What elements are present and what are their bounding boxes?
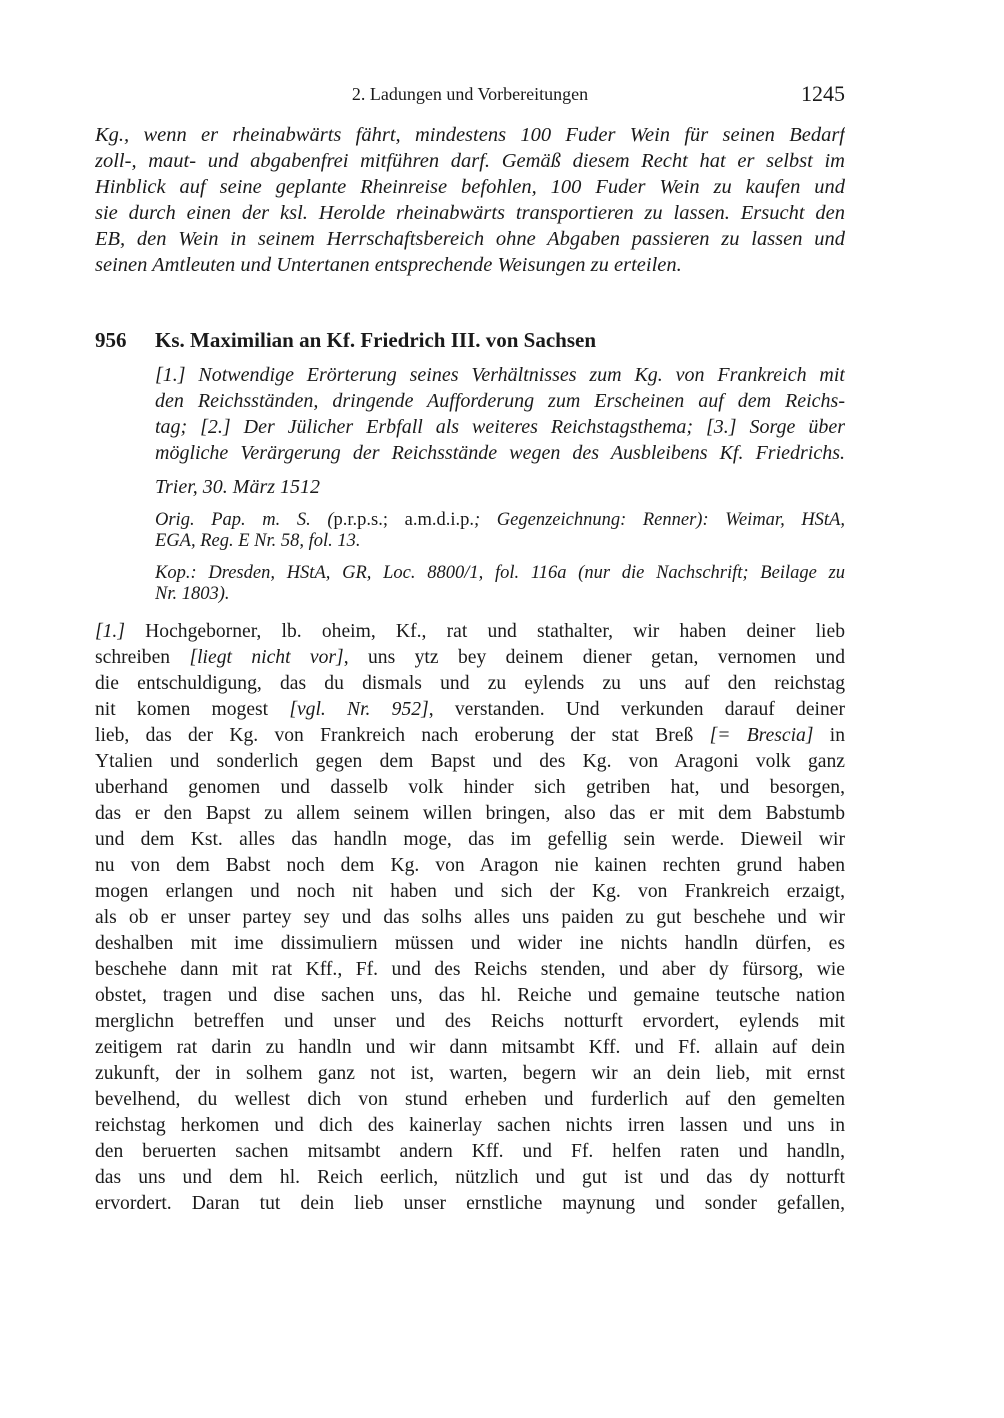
text-line (95, 1113, 845, 1139)
editorial-note: [vgl. Nr. 952] (289, 699, 429, 720)
regest-line: [1.] Notwendige Erörterung seines Verhältnisses zum Kg. von Frankreich mit (155, 364, 845, 386)
text-line (95, 1139, 845, 1165)
text-line (155, 531, 845, 552)
text-line (95, 1191, 845, 1217)
text-segment: , verstanden. Und verkunden darauf deiner (428, 699, 845, 720)
text-segment: p.r.p.s.; (333, 510, 389, 530)
document-title: Ks. Maximilian an Kf. Friedrich III. von Sachsen (155, 328, 597, 352)
text-line (155, 563, 845, 584)
editorial-note: Orig. Pap. m. S. ( (155, 510, 334, 530)
text-segment: in (813, 725, 845, 746)
text-segment: beschehe dann mit rat Kff., Ff. und des Reichs stenden, und aber dy fürsorg, wie (95, 959, 845, 980)
editorial-note: [1.] (95, 621, 125, 642)
regest-line: tag; [2.] Der Jülicher Erbfall als weiteres Reichstagsthema; [3.] Sorge über (155, 416, 845, 438)
text-segment: bevelhend, du wellest dich von stund erheben und furderlich auf den gemelten (95, 1089, 845, 1110)
editorial-note: [liegt nicht vor] (189, 647, 344, 668)
text-segment: obstet, tragen und dise sachen uns, das hl. Reiche und gemaine teutsche nation (95, 985, 845, 1006)
body-text (95, 619, 845, 1217)
running-title: 2. Ladungen und Vorbereitungen (351, 84, 589, 104)
text-segment: den beruerten sachen mitsambt andern Kff. und Ff. helfen raten und handln, (95, 1141, 845, 1162)
text-line (95, 1009, 845, 1035)
document-date: Trier, 30. März 1512 (155, 476, 321, 498)
text-line (155, 584, 845, 605)
editorial-note: Kop.: Dresden, HStA, GR, Loc. 8800/1, fol. 116a (nur die Nachschrift; Beilage zu (155, 563, 845, 583)
text-segment: reichstag herkomen und dich des kainerlay sachen nichts irren lassen und uns in (95, 1115, 845, 1136)
summary-line: EB, den Wein in seinem Herrschaftsbereich ohne Abgaben passieren zu lassen und (95, 228, 845, 250)
text-line (95, 723, 845, 749)
text-segment: , uns ytz bey deinem diener getan, vernomen und (343, 647, 845, 668)
document-number: 956 (95, 328, 127, 352)
text-segment: a.m.d.i.p. (404, 510, 475, 530)
text-segment: das uns und dem hl. Reich eerlich, nützlich und gut ist und das dy notturft (95, 1167, 845, 1188)
text-line (95, 1087, 845, 1113)
text-segment: und dem Kst. alles das handln moge, das im gefellig sein werde. Dieweil wir (95, 829, 845, 850)
text-line (95, 619, 845, 645)
text-segment: merglichn betreffen und unser und des Reichs notturft ervordert, eylends mit (95, 1011, 845, 1032)
text-segment: Ytalien und sonderlich gegen dem Bapst und des Kg. von Aragoni volk ganz (95, 751, 845, 772)
previous-document-summary (95, 122, 845, 278)
text-segment: lieb, das der Kg. von Frankreich nach eroberung der stat Breß (95, 725, 710, 746)
text-line (95, 645, 845, 671)
text-line (95, 697, 845, 723)
text-segment: nu von dem Babst noch dem Kg. von Aragon nie kainen rechten grund haben (95, 855, 845, 876)
text-segment: die entschuldigung, das du dismals und zu eylends zu uns auf den reichstag (95, 673, 845, 694)
text-line (95, 749, 845, 775)
text-line (95, 1061, 845, 1087)
text-segment: als ob er unser partey sey und das solhs alles uns paiden zu gut beschehe und wir (95, 907, 845, 928)
text-line (95, 1035, 845, 1061)
text-segment: zeitigem rat darin zu handln und wir dann mitsambt Kff. und Ff. allain auf dein (95, 1037, 845, 1058)
text-segment: ervordert. Daran tut dein lieb unser ernstliche maynung und sonder gefallen, (95, 1193, 845, 1214)
text-line (95, 827, 845, 853)
text-segment: Hochgeborner, lb. oheim, Kf., rat und stathalter, wir haben deiner lieb (124, 621, 845, 642)
text-line (95, 671, 845, 697)
text-segment: zukunft, der in solhem ganz not ist, warten, begern wir an dein lieb, mit ernst (95, 1063, 845, 1084)
text-line (95, 801, 845, 827)
regest-line: mögliche Verärgerung der Reichsstände wegen des Ausbleibens Kf. Friedrichs. (155, 442, 845, 464)
summary-line: sie durch einen der ksl. Herolde rheinabwärts transportieren zu lassen. Ersucht den (95, 202, 845, 224)
text-segment: mogen erlangen und noch nit haben und sich der Kg. von Frankreich erzaigt, (95, 881, 845, 902)
text-line (95, 775, 845, 801)
regest (155, 362, 845, 466)
text-line (95, 853, 845, 879)
text-segment: schreiben (95, 647, 190, 668)
text-line (155, 510, 845, 531)
editorial-note: [= Brescia] (709, 725, 814, 746)
text-segment: das er den Bapst zu allem seinem willen bringen, also das er mit dem Babstumb (95, 803, 845, 824)
text-segment: deshalben mit ime dissimuliern müssen und wider ine nichts handln dürfen, es (95, 933, 845, 954)
text-line (95, 957, 845, 983)
editorial-note: Nr. 1803). (155, 584, 230, 604)
summary-line: Kg., wenn er rheinabwärts fährt, mindestens 100 Fuder Wein für seinen Bedarf (95, 124, 845, 146)
summary-line: Hinblick auf seine geplante Rheinreise befohlen, 100 Fuder Wein zu kaufen und (95, 176, 845, 198)
text-line (95, 931, 845, 957)
text-line (95, 905, 845, 931)
running-head (95, 80, 845, 108)
summary-line: zoll-, maut- und abgabenfrei mitführen darf. Gemäß diesem Recht hat er selbst im (95, 150, 845, 172)
text-line (95, 879, 845, 905)
text-segment (388, 510, 405, 530)
source-copy (155, 563, 845, 605)
text-segment: nit komen mogest (95, 699, 290, 720)
editorial-note: EGA, Reg. E Nr. 58, fol. 13. (155, 531, 361, 551)
text-line (95, 1165, 845, 1191)
text-line (95, 983, 845, 1009)
source-original (155, 510, 845, 552)
document-heading (95, 325, 845, 355)
summary-line: seinen Amtleuten und Untertanen entsprechende Weisungen zu erteilen. (95, 254, 682, 276)
text-segment: uberhand genomen und dasselb volk hinder sich getriben hat, und besorgen, (95, 777, 845, 798)
page-number: 1245 (801, 81, 845, 106)
editorial-note: ; Gegenzeichnung: Renner): Weimar, HStA, (474, 510, 845, 530)
regest-line: den Reichsständen, dringende Aufforderung zum Erscheinen auf dem Reichs- (155, 390, 845, 412)
